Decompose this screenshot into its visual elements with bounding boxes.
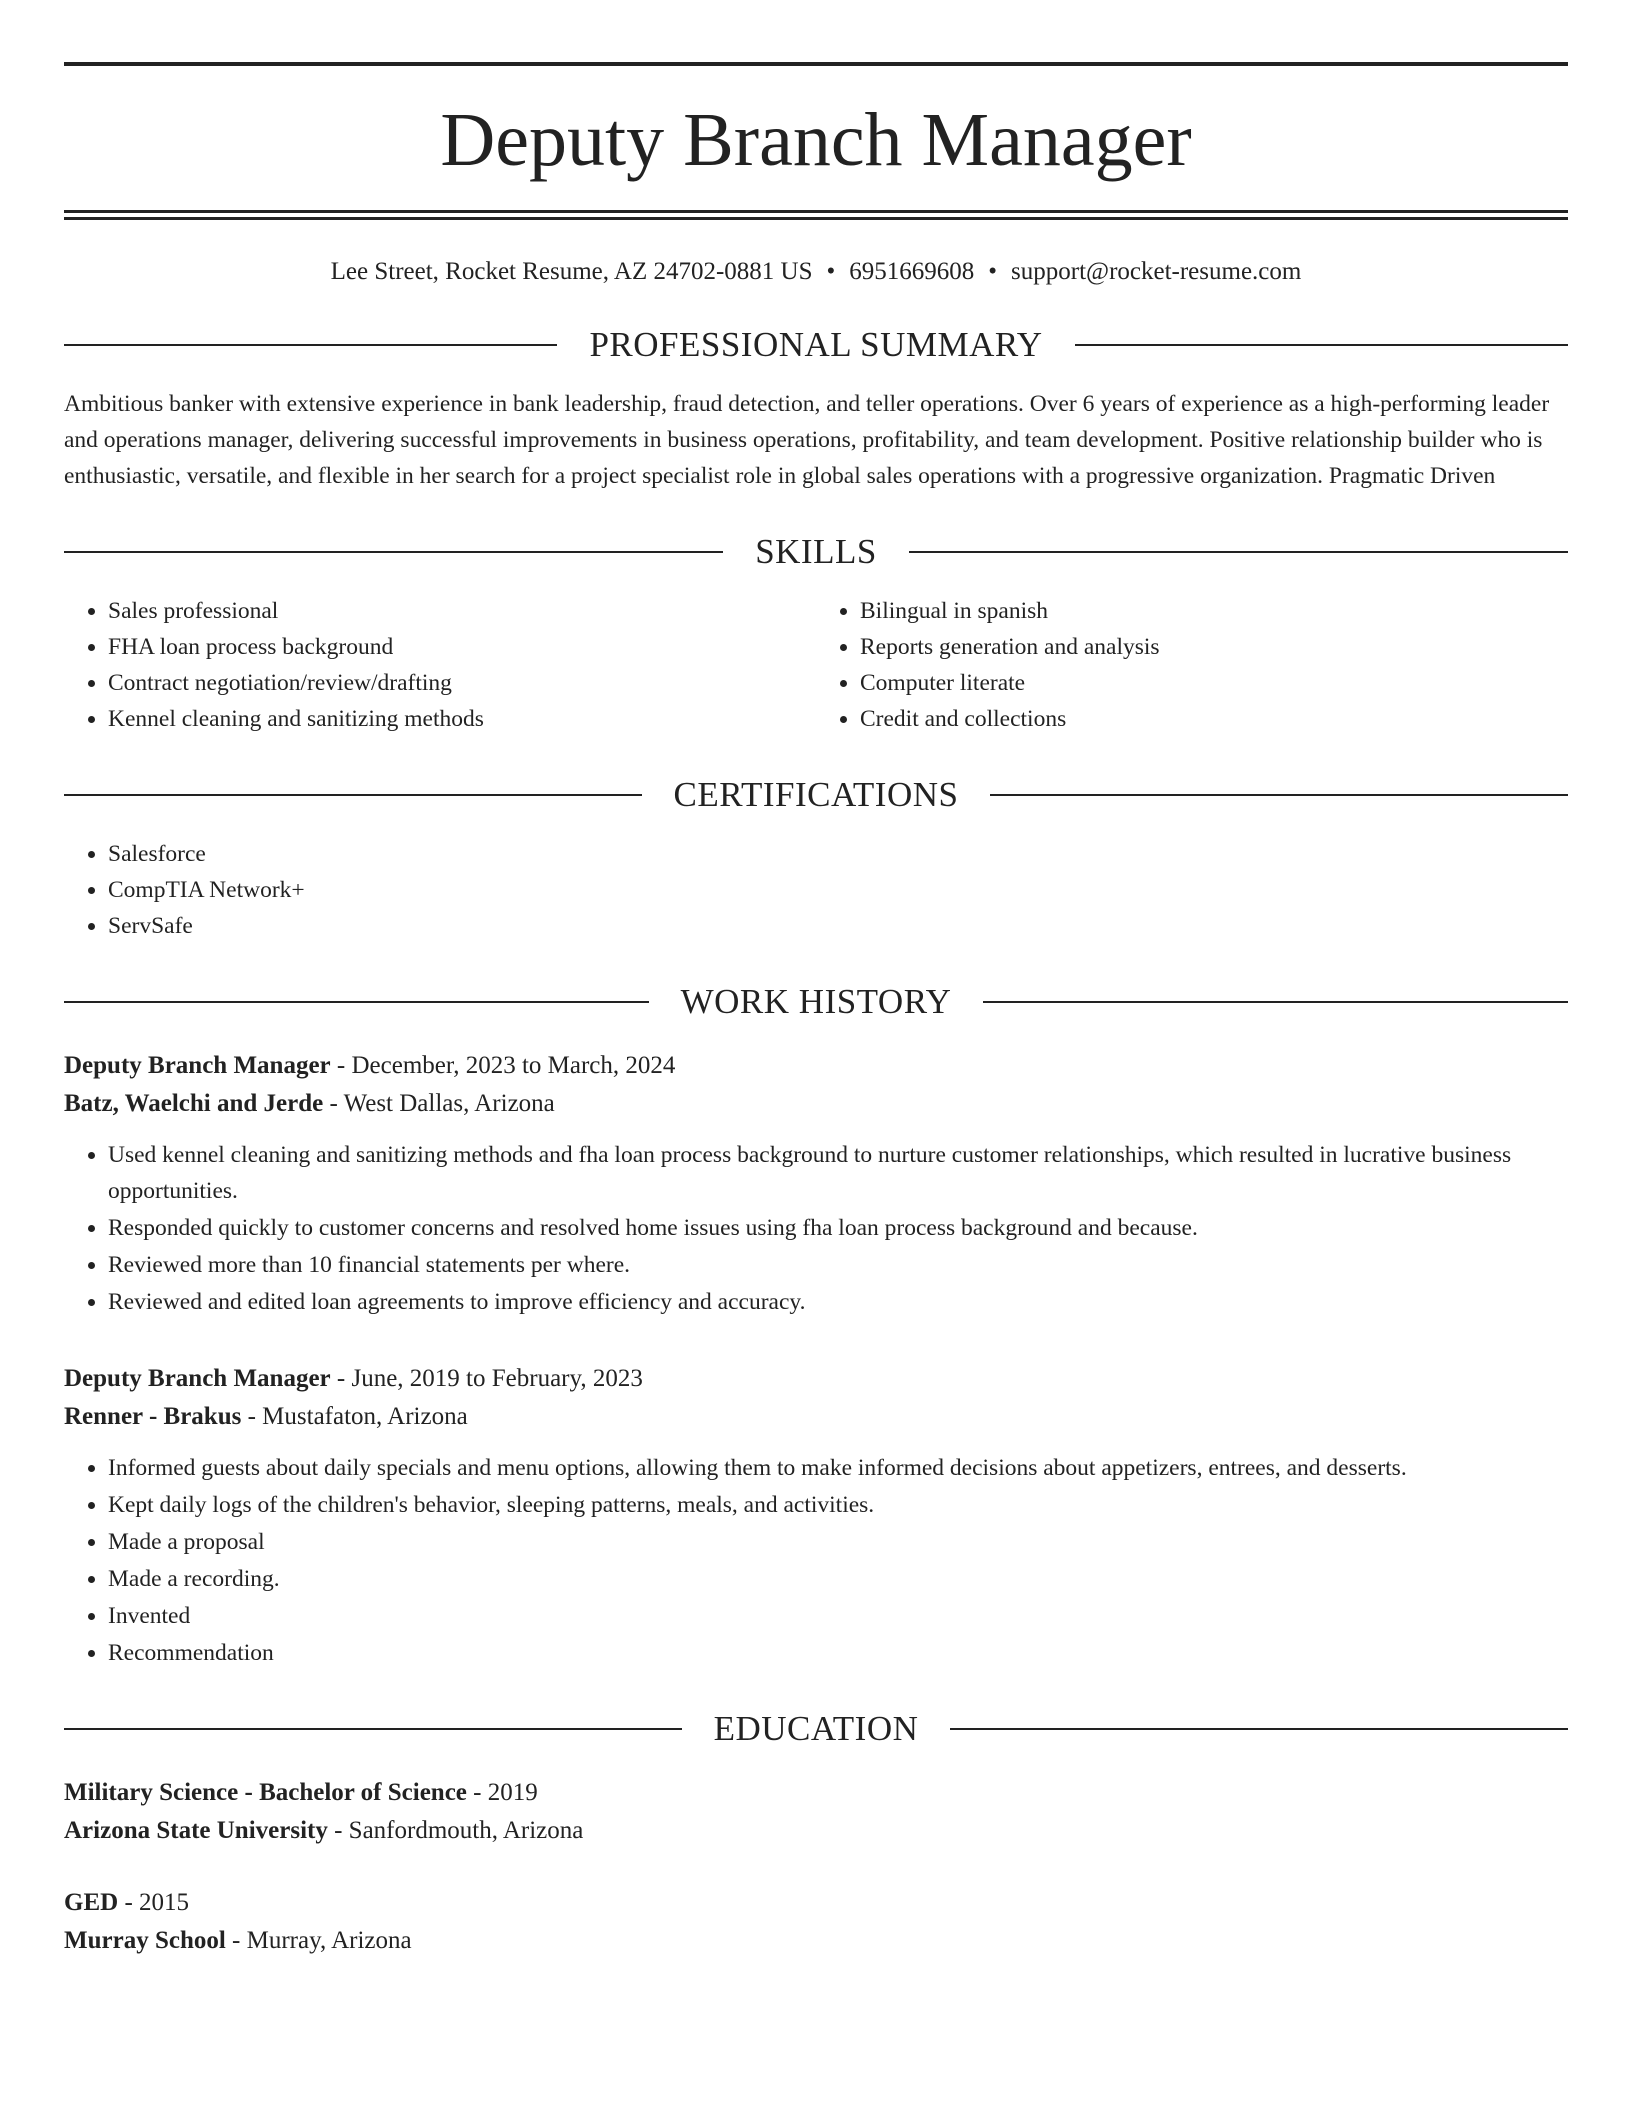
job-company-line bbox=[64, 1085, 1568, 1123]
job-company-line bbox=[64, 1398, 1568, 1436]
job-bullet: • Made a recording. bbox=[108, 1561, 1568, 1597]
top-rule bbox=[64, 62, 1568, 66]
resume-page bbox=[64, 62, 1568, 1960]
job-bullet: • Reviewed and edited loan agreements to improve efficiency and accuracy. bbox=[108, 1284, 1568, 1320]
school: Murray School bbox=[64, 1927, 226, 1954]
section-rule bbox=[64, 794, 642, 796]
skill-item: • Kennel cleaning and sanitizing methods bbox=[108, 701, 816, 737]
skill-item: • Reports generation and analysis bbox=[860, 629, 1568, 665]
job-bullets bbox=[64, 1137, 1568, 1320]
job-location: - Mustafaton, Arizona bbox=[241, 1403, 468, 1430]
skill-item: • Computer literate bbox=[860, 665, 1568, 701]
section-header-certifications bbox=[64, 777, 1568, 812]
job-bullet: • Recommendation bbox=[108, 1635, 1568, 1671]
section-title: CERTIFICATIONS bbox=[673, 775, 959, 814]
section-title: SKILLS bbox=[755, 532, 877, 571]
job-bullet: • Invented bbox=[108, 1598, 1568, 1634]
job-location: - West Dallas, Arizona bbox=[323, 1090, 555, 1117]
school-line bbox=[64, 1922, 1568, 1960]
job-entry bbox=[64, 1047, 1568, 1320]
section-rule bbox=[909, 551, 1568, 553]
job-bullet: • Informed guests about daily specials and menu options, allowing them to make informed decisions about appetizers, entrees, and desserts. bbox=[108, 1450, 1568, 1486]
job-bullets bbox=[64, 1450, 1568, 1671]
contact-email: support@rocket-resume.com bbox=[1011, 258, 1302, 285]
contact-separator: • bbox=[988, 258, 998, 285]
skill-item: • Credit and collections bbox=[860, 701, 1568, 737]
contact-line bbox=[64, 257, 1568, 287]
section-rule bbox=[1075, 344, 1568, 346]
section-header-education bbox=[64, 1711, 1568, 1746]
job-title-line bbox=[64, 1360, 1568, 1398]
skills-column-right bbox=[816, 593, 1568, 737]
certification-item: • ServSafe bbox=[108, 908, 1568, 944]
school-location: - Murray, Arizona bbox=[225, 1927, 412, 1954]
job-title: Deputy Branch Manager bbox=[64, 1052, 331, 1079]
degree-line bbox=[64, 1884, 1568, 1922]
job-bullet: • Responded quickly to customer concerns and resolved home issues using fha loan process background and because. bbox=[108, 1210, 1568, 1246]
certifications-list bbox=[64, 836, 1568, 944]
section-rule bbox=[990, 794, 1568, 796]
section-title: WORK HISTORY bbox=[680, 982, 952, 1021]
contact-address: Lee Street, Rocket Resume, AZ 24702-0881 US bbox=[330, 258, 813, 285]
job-bullet: • Made a proposal bbox=[108, 1524, 1568, 1560]
graduation-year: - 2019 bbox=[466, 1779, 538, 1806]
skills-column-left bbox=[64, 593, 816, 737]
section-rule bbox=[64, 1728, 682, 1730]
job-bullet: • Reviewed more than 10 financial statements per where. bbox=[108, 1247, 1568, 1283]
graduation-year: - 2015 bbox=[118, 1889, 190, 1916]
degree-line bbox=[64, 1774, 1568, 1812]
school-location: - Sanfordmouth, Arizona bbox=[327, 1817, 584, 1844]
school: Arizona State University bbox=[64, 1817, 328, 1844]
section-header-summary bbox=[64, 327, 1568, 362]
skill-item: • Sales professional bbox=[108, 593, 816, 629]
section-rule bbox=[64, 551, 723, 553]
resume-title: Deputy Branch Manager bbox=[440, 98, 1192, 182]
summary-text: Ambitious banker with extensive experience in bank leadership, fraud detection, and teller operations. Over 6 years of experience as a high-performing leader and operations manager, delivering successful improvements in business operations, profitability, and team development. Positive relationship builder who is enthusiastic, versatile, and flexible in her search for a project specialist role in global sales operations with a progressive organization. Pragmatic Driven bbox=[64, 391, 1550, 489]
job-dates: - December, 2023 to March, 2024 bbox=[330, 1052, 676, 1079]
job-bullet: • Used kennel cleaning and sanitizing methods and fha loan process background to nurture customer relationships, which resulted in lucrative business opportunities. bbox=[108, 1137, 1568, 1209]
degree: GED bbox=[64, 1889, 119, 1916]
job-company: Renner - Brakus bbox=[64, 1403, 242, 1430]
job-title-line bbox=[64, 1047, 1568, 1085]
certification-item: • Salesforce bbox=[108, 836, 1568, 872]
skill-item: • FHA loan process background bbox=[108, 629, 816, 665]
section-header-skills bbox=[64, 534, 1568, 569]
section-rule bbox=[64, 1001, 649, 1003]
section-rule bbox=[950, 1728, 1568, 1730]
degree: Military Science - Bachelor of Science bbox=[64, 1779, 467, 1806]
job-entry bbox=[64, 1360, 1568, 1671]
job-company: Batz, Waelchi and Jerde bbox=[64, 1090, 324, 1117]
contact-separator: • bbox=[826, 258, 836, 285]
skill-item: • Contract negotiation/review/drafting bbox=[108, 665, 816, 701]
section-rule bbox=[64, 344, 557, 346]
skills-list bbox=[64, 593, 1568, 737]
section-rule bbox=[983, 1001, 1568, 1003]
certification-item: • CompTIA Network+ bbox=[108, 872, 1568, 908]
skill-item: • Bilingual in spanish bbox=[860, 593, 1568, 629]
school-line bbox=[64, 1812, 1568, 1850]
section-title: EDUCATION bbox=[713, 1709, 919, 1748]
job-dates: - June, 2019 to February, 2023 bbox=[330, 1365, 643, 1392]
education-entry bbox=[64, 1884, 1568, 1960]
education-entry bbox=[64, 1774, 1568, 1850]
title-double-rule bbox=[64, 210, 1568, 220]
section-header-work-history bbox=[64, 984, 1568, 1019]
job-bullet: • Kept daily logs of the children's behavior, sleeping patterns, meals, and activities. bbox=[108, 1487, 1568, 1523]
contact-phone: 6951669608 bbox=[849, 258, 975, 285]
job-title: Deputy Branch Manager bbox=[64, 1365, 331, 1392]
section-title: PROFESSIONAL SUMMARY bbox=[589, 325, 1043, 364]
